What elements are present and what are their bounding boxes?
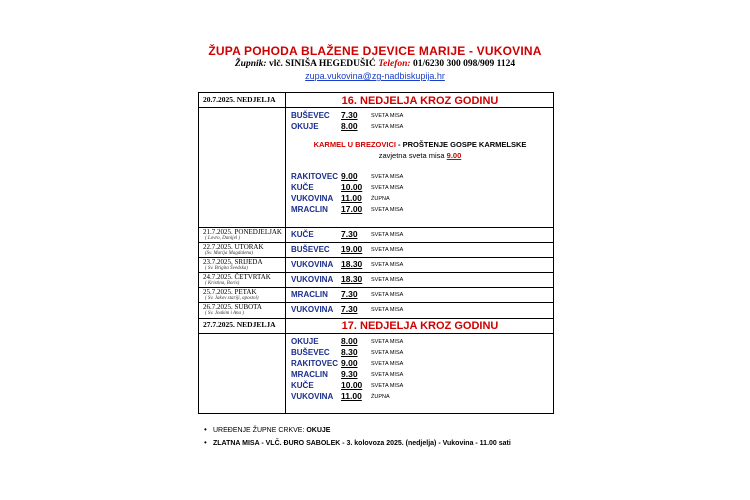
note-item bbox=[204, 423, 511, 436]
note-bold: OKUJE bbox=[306, 427, 331, 434]
mass-time: 17.00 bbox=[341, 204, 363, 214]
mass-time: 19.00 bbox=[341, 244, 363, 254]
mass-place: KUČE bbox=[291, 230, 314, 239]
mass-type: SVETA MISA bbox=[371, 383, 404, 389]
mass-type: SVETA MISA bbox=[371, 277, 404, 283]
date-cell: 22.7.2025. UTORAK bbox=[203, 243, 264, 251]
mass-type: SVETA MISA bbox=[371, 350, 404, 356]
mass-time: 8.00 bbox=[341, 336, 358, 346]
sunday-title: 16. NEDJELJA KROZ GODINU bbox=[341, 95, 499, 107]
saint-cell: ( Sv. Jakov stariji, apostol) bbox=[205, 296, 259, 301]
mass-type: ŽUPNA bbox=[371, 394, 390, 400]
mass-time: 8.30 bbox=[341, 347, 358, 357]
sunday-title: 17. NEDJELJA KROZ GODINU bbox=[341, 320, 499, 332]
saint-cell: ( Lovro, Danijel ) bbox=[205, 236, 241, 241]
mass-type: SVETA MISA bbox=[371, 174, 404, 180]
saint-cell: (Sv. Marija Magdalena) bbox=[205, 251, 254, 256]
date-cell: 23.7.2025. SRIJEDA bbox=[203, 258, 263, 266]
pastor-line bbox=[0, 59, 750, 69]
mass-time: 11.00 bbox=[341, 391, 362, 401]
mass-type: SVETA MISA bbox=[371, 372, 404, 378]
mass-place: VUKOVINA bbox=[291, 194, 334, 203]
mass-type: SVETA MISA bbox=[371, 247, 404, 253]
mass-place: OKUJE bbox=[291, 337, 319, 346]
mass-place: VUKOVINA bbox=[291, 392, 334, 401]
date-cell: 27.7.2025. NEDJELJA bbox=[203, 320, 276, 329]
email-link[interactable]: zupa.vukovina@zg-nadbiskupija.hr bbox=[305, 71, 445, 81]
mass-time: 18.30 bbox=[341, 259, 363, 269]
notes-list bbox=[204, 423, 511, 449]
feast-line bbox=[285, 140, 555, 149]
feast-place: KARMEL U BREZOVICI bbox=[313, 140, 396, 149]
date-cell: 24.7.2025. ČETVRTAK bbox=[203, 273, 271, 281]
mass-schedule-table bbox=[198, 92, 554, 414]
mass-time: 9.30 bbox=[341, 369, 358, 379]
mass-time: 7.30 bbox=[341, 304, 358, 314]
mass-type: SVETA MISA bbox=[371, 232, 404, 238]
mass-place: BUŠEVEC bbox=[291, 245, 330, 254]
mass-type: ŽUPNA bbox=[371, 196, 390, 202]
votive-time: 9.00 bbox=[446, 151, 462, 160]
votive-line bbox=[285, 151, 555, 160]
phone-numbers: 01/6230 300 098/909 1124 bbox=[412, 59, 516, 69]
mass-time: 7.30 bbox=[341, 229, 358, 239]
date-cell: 21.7.2025. PONEDJELJAK bbox=[203, 228, 282, 236]
mass-place: RAKITOVEC bbox=[291, 359, 338, 368]
note-item bbox=[204, 436, 511, 449]
mass-place: BUŠEVEC bbox=[291, 111, 330, 120]
mass-place: MRACLIN bbox=[291, 370, 328, 379]
mass-place: OKUJE bbox=[291, 122, 319, 131]
mass-type: SVETA MISA bbox=[371, 207, 404, 213]
bullet-icon: • bbox=[204, 438, 207, 447]
mass-time: 7.30 bbox=[341, 110, 358, 120]
mass-time: 10.00 bbox=[341, 380, 363, 390]
mass-place: KUČE bbox=[291, 183, 314, 192]
mass-type: SVETA MISA bbox=[371, 339, 404, 345]
saint-cell: ( Sv. Joakim i Ana ) bbox=[205, 311, 244, 316]
mass-time: 7.30 bbox=[341, 289, 358, 299]
mass-time: 18.30 bbox=[341, 274, 363, 284]
mass-type: SVETA MISA bbox=[371, 185, 404, 191]
votive-label: zavjetna sveta misa bbox=[378, 151, 447, 160]
mass-place: RAKITOVEC bbox=[291, 172, 338, 181]
row-divider bbox=[199, 107, 553, 108]
note-text: ZLATNA MISA - VLČ. ĐURO SABOLEK - 3. kolovoza 2025. (nedjelja) - Vukovina - 11.00 sati bbox=[213, 440, 511, 447]
mass-type: SVETA MISA bbox=[371, 307, 404, 313]
bullet-icon: • bbox=[204, 425, 207, 434]
mass-time: 11.00 bbox=[341, 193, 362, 203]
mass-type: SVETA MISA bbox=[371, 262, 404, 268]
parish-title: ŽUPA POHODA BLAŽENE DJEVICE MARIJE - VUKOVINA bbox=[208, 44, 542, 58]
row-divider bbox=[199, 318, 553, 319]
mass-place: MRACLIN bbox=[291, 205, 328, 214]
mass-type: SVETA MISA bbox=[371, 292, 404, 298]
date-cell: 20.7.2025. NEDJELJA bbox=[203, 95, 276, 104]
feast-name: - PROŠTENJE GOSPE KARMELSKE bbox=[395, 140, 527, 149]
row-divider bbox=[199, 333, 553, 334]
mass-place: MRACLIN bbox=[291, 290, 328, 299]
mass-time: 9.00 bbox=[341, 171, 358, 181]
mass-time: 10.00 bbox=[341, 182, 363, 192]
mass-type: SVETA MISA bbox=[371, 361, 404, 367]
phone-label: Telefon: bbox=[378, 59, 411, 69]
date-cell: 26.7.2025. SUBOTA bbox=[203, 303, 262, 311]
pastor-label: Župnik: bbox=[234, 59, 267, 69]
note-text: UREĐENJE ŽUPNE CRKVE: bbox=[213, 427, 307, 434]
mass-time: 8.00 bbox=[341, 121, 358, 131]
mass-place: VUKOVINA bbox=[291, 260, 334, 269]
mass-place: VUKOVINA bbox=[291, 275, 334, 284]
date-cell: 25.7.2025. PETAK bbox=[203, 288, 257, 296]
saint-cell: ( Sv. Brigita Švedska) bbox=[205, 266, 248, 271]
saint-cell: ( Kristina, Boris) bbox=[205, 281, 240, 286]
mass-place: BUŠEVEC bbox=[291, 348, 330, 357]
mass-time: 9.00 bbox=[341, 358, 358, 368]
mass-type: SVETA MISA bbox=[371, 113, 404, 119]
mass-place: KUČE bbox=[291, 381, 314, 390]
mass-type: SVETA MISA bbox=[371, 124, 404, 130]
mass-place: VUKOVINA bbox=[291, 305, 334, 314]
pastor-name: vlč. SINIŠA HEGEDUŠIĆ bbox=[268, 59, 376, 69]
